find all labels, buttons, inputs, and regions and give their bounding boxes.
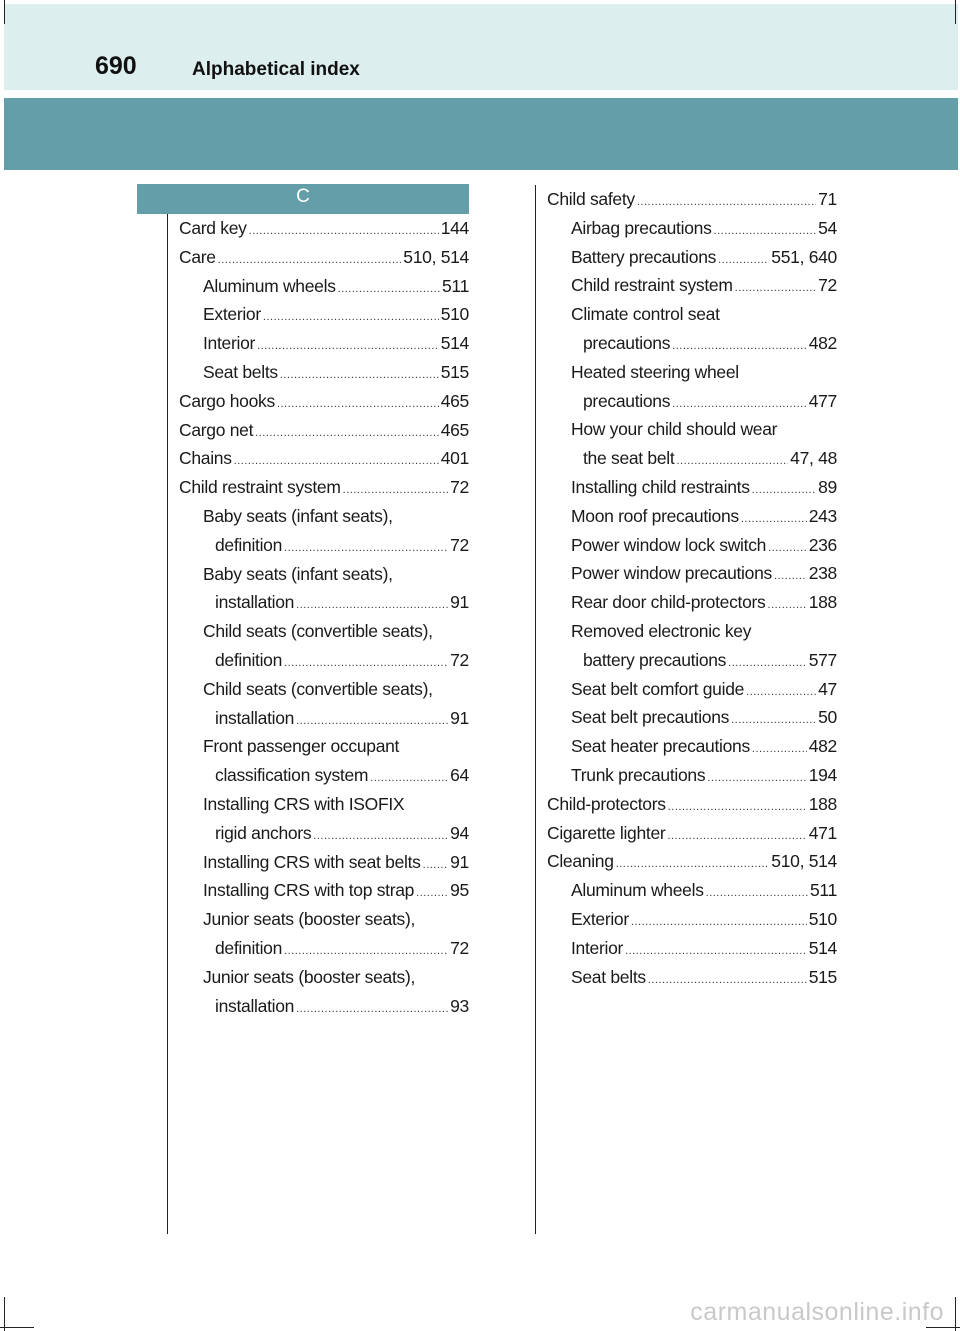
index-entry (547, 963, 837, 992)
index-entry-label: Removed electronic key (571, 620, 752, 641)
index-entry-page: 510, 514 (771, 851, 837, 872)
index-entry-label: Power window precautions (571, 563, 772, 584)
leader-dots (280, 361, 439, 390)
index-entry-page: 91 (450, 851, 469, 872)
index-entry-page: 465 (440, 419, 469, 440)
leader-dots (625, 937, 807, 966)
index-entry-page: 243 (808, 505, 837, 526)
crop-mark (0, 1327, 34, 1328)
leader-dots (746, 678, 816, 707)
index-entry-label: Interior (203, 333, 256, 354)
index-entry-label: definition (215, 534, 283, 555)
index-entry-page: 91 (450, 592, 469, 613)
index-entry (547, 646, 837, 675)
leader-dots (249, 217, 439, 246)
index-entry-label: Exterior (571, 908, 629, 929)
index-entry (179, 963, 469, 992)
leader-dots (637, 188, 816, 217)
index-entry-label: How your child should wear (571, 419, 778, 440)
leader-dots (423, 851, 448, 880)
leader-dots (218, 246, 402, 275)
index-entry (547, 473, 837, 502)
page-title: Alphabetical index (192, 59, 360, 80)
index-entry-label: Care (179, 246, 216, 267)
left-column-rule (167, 214, 168, 1234)
leader-dots (263, 303, 439, 332)
index-entry-label: Baby seats (infant seats), (203, 505, 393, 526)
leader-dots (338, 275, 440, 304)
index-entry (179, 761, 469, 790)
index-entry (547, 329, 837, 358)
index-entry (179, 905, 469, 934)
index-entry-label: Junior seats (booster seats), (203, 909, 416, 930)
index-entry-label: definition (215, 649, 283, 670)
leader-dots (284, 649, 448, 678)
index-entry-page: 188 (808, 592, 837, 613)
index-entry (547, 502, 837, 531)
index-column-right (547, 185, 837, 991)
index-entry (179, 416, 469, 445)
index-entry (179, 790, 469, 819)
index-entry-page: 477 (808, 390, 837, 411)
index-entry-label: installation (215, 592, 295, 613)
index-entry-page: 93 (450, 995, 469, 1016)
index-entry (547, 675, 837, 704)
index-entry-label: installation (215, 995, 295, 1016)
index-entry-label: Cigarette lighter (547, 822, 666, 843)
index-entry (179, 992, 469, 1021)
index-entry-page: 471 (808, 822, 837, 843)
index-entry (547, 905, 837, 934)
index-entry-label: Moon roof precautions (571, 505, 739, 526)
index-entry (179, 704, 469, 733)
right-column-rule (535, 185, 536, 1234)
index-entry-label: Climate control seat (571, 304, 720, 325)
index-entry-label: precautions (583, 390, 671, 411)
index-entry (179, 502, 469, 531)
leader-dots (616, 850, 770, 879)
index-entry-label: Interior (571, 937, 624, 958)
index-entry-page: 64 (450, 765, 469, 786)
leader-dots (728, 649, 807, 678)
page-number: 690 (95, 52, 137, 80)
index-entry (547, 300, 837, 329)
index-entry-label: Seat belt precautions (571, 707, 730, 728)
index-entry-label: Installing CRS with top strap (203, 880, 415, 901)
leader-dots (313, 822, 448, 851)
index-entry-label: Airbag precautions (571, 217, 712, 238)
leader-dots (707, 764, 806, 793)
leader-dots (416, 879, 448, 908)
index-entry-label: classification system (215, 765, 369, 786)
index-entry-page: 144 (440, 218, 469, 238)
index-entry (179, 387, 469, 416)
index-entry (547, 415, 837, 444)
index-entry-label: battery precautions (583, 649, 727, 670)
index-entry (547, 617, 837, 646)
index-entry-page: 482 (808, 332, 837, 353)
index-entry (547, 703, 837, 732)
index-entry-label: Child restraint system (179, 477, 341, 498)
index-entry (179, 214, 469, 243)
index-entry-page: 515 (808, 966, 837, 987)
index-entry (547, 387, 837, 416)
index-entry-label: Seat belts (571, 966, 646, 987)
leader-dots (234, 447, 439, 476)
index-entry-page: 511 (810, 880, 837, 901)
index-entry (547, 934, 837, 963)
index-entry (179, 272, 469, 301)
index-entry (179, 819, 469, 848)
index-entry (179, 531, 469, 560)
index-entry-label: Baby seats (infant seats), (203, 563, 393, 584)
leader-dots (284, 937, 448, 966)
index-entry-label: Installing child restraints (571, 476, 750, 497)
index-entry-page: 482 (808, 736, 837, 757)
index-entry-page: 465 (440, 390, 469, 411)
index-entry-label: Cargo net (179, 419, 254, 440)
index-entry-label: Junior seats (booster seats), (203, 966, 416, 987)
leader-dots (667, 822, 806, 851)
index-entry-label: Seat belts (203, 361, 278, 382)
leader-dots (735, 274, 816, 303)
index-entry (547, 271, 837, 300)
crop-mark (955, 1297, 956, 1331)
index-entry-label: Power window lock switch (571, 534, 767, 555)
leader-dots (714, 217, 817, 246)
index-entry (179, 329, 469, 358)
index-entry-label: Child seats (convertible seats), (203, 621, 433, 642)
index-entry (547, 847, 837, 876)
index-entry (179, 732, 469, 761)
index-entry (179, 646, 469, 675)
leader-dots (718, 246, 769, 275)
leader-dots (257, 332, 439, 361)
index-entry-label: rigid anchors (215, 822, 312, 843)
index-entry-page: 91 (450, 707, 469, 728)
leader-dots (370, 764, 448, 793)
index-entry (179, 675, 469, 704)
index-entry (547, 444, 837, 473)
index-entry-page: 510 (808, 908, 837, 929)
index-entry (179, 444, 469, 473)
index-entry-label: Battery precautions (571, 246, 717, 267)
index-entry-label: Seat belt comfort guide (571, 678, 745, 699)
index-entry (179, 358, 469, 387)
index-entry-label: definition (215, 937, 283, 958)
index-entry-page: 510, 514 (403, 246, 469, 267)
index-entry-page: 72 (818, 275, 837, 296)
leader-dots (731, 706, 816, 735)
index-entry-label: installation (215, 707, 295, 728)
section-letter-header: C (137, 184, 469, 214)
index-entry-page: 50 (818, 707, 837, 728)
index-entry-label: Heated steering wheel (571, 361, 739, 382)
index-entry-label: Front passenger occupant (203, 736, 400, 757)
index-column-left (179, 214, 469, 1020)
leader-dots (741, 505, 807, 534)
index-entry (547, 531, 837, 560)
index-entry (179, 617, 469, 646)
index-entry-page: 511 (442, 275, 469, 296)
index-entry-label: Chains (179, 448, 232, 469)
index-entry-label: Card key (179, 218, 247, 238)
index-entry-label: Installing CRS with seat belts (203, 851, 421, 872)
index-entry-page: 551, 640 (771, 246, 837, 267)
footer-watermark: carmanualsonline.info (690, 1298, 944, 1326)
index-entry-label: Child restraint system (571, 275, 733, 296)
leader-dots (255, 419, 439, 448)
index-entry-label: Rear door child-protectors (571, 592, 766, 613)
index-entry (179, 848, 469, 877)
index-entry (179, 934, 469, 963)
leader-dots (752, 735, 807, 764)
index-entry (547, 819, 837, 848)
index-entry-page: 47, 48 (790, 448, 837, 469)
leader-dots (774, 562, 807, 591)
leader-dots (296, 591, 448, 620)
index-entry-page: 577 (808, 649, 837, 670)
index-entry-page: 510 (440, 304, 469, 325)
index-entry-label: precautions (583, 332, 671, 353)
index-entry-label: Cargo hooks (179, 390, 275, 411)
index-entry-label: Seat heater precautions (571, 736, 750, 757)
index-entry (179, 560, 469, 589)
index-entry (179, 473, 469, 502)
leader-dots (752, 476, 816, 505)
crop-mark (955, 0, 956, 24)
section-band (4, 98, 958, 170)
leader-dots (672, 390, 807, 419)
index-entry-label: Cleaning (547, 851, 614, 872)
index-entry-page: 515 (440, 361, 469, 382)
index-entry-label: Installing CRS with ISOFIX (203, 793, 405, 814)
leader-dots (672, 332, 807, 361)
index-entry-page: 514 (808, 937, 837, 958)
leader-dots (706, 879, 808, 908)
index-entry (547, 876, 837, 905)
leader-dots (277, 390, 439, 419)
leader-dots (631, 908, 807, 937)
leader-dots (296, 707, 448, 736)
index-entry (547, 243, 837, 272)
index-entry (547, 358, 837, 387)
index-entry-page: 47 (818, 678, 837, 699)
index-entry (547, 185, 837, 214)
index-entry-label: Aluminum wheels (203, 275, 336, 296)
index-entry (547, 761, 837, 790)
crop-mark (4, 0, 5, 24)
leader-dots (768, 534, 807, 563)
index-entry-label: Aluminum wheels (571, 880, 704, 901)
index-entry-label: Child-protectors (547, 793, 666, 814)
index-entry (179, 588, 469, 617)
index-entry (179, 243, 469, 272)
index-entry-page: 238 (808, 563, 837, 584)
index-entry-page: 188 (808, 793, 837, 814)
index-entry (179, 876, 469, 905)
leader-dots (284, 534, 448, 563)
index-entry-page: 514 (440, 333, 469, 354)
crop-mark (926, 1327, 960, 1328)
index-entry-page: 95 (450, 880, 469, 901)
index-entry (547, 732, 837, 761)
index-entry (547, 588, 837, 617)
index-entry-label: the seat belt (583, 448, 675, 469)
index-entry-page: 236 (808, 534, 837, 555)
header-band (4, 4, 958, 90)
index-entry-label: Trunk precautions (571, 764, 706, 785)
index-entry-page: 89 (818, 476, 837, 497)
index-entry (179, 300, 469, 329)
index-entry (547, 559, 837, 588)
index-entry-page: 72 (450, 937, 469, 958)
index-entry-page: 72 (450, 649, 469, 670)
leader-dots (648, 966, 807, 995)
leader-dots (343, 476, 448, 505)
index-entry-label: Exterior (203, 304, 261, 325)
index-entry-page: 401 (440, 448, 469, 469)
index-entry-label: Child seats (convertible seats), (203, 678, 433, 699)
crop-mark (4, 1297, 5, 1331)
index-entry-label: Child safety (547, 189, 635, 209)
leader-dots (768, 591, 807, 620)
index-entry-page: 94 (450, 822, 469, 843)
index-entry (547, 790, 837, 819)
leader-dots (668, 793, 807, 822)
index-entry-page: 71 (818, 189, 837, 209)
leader-dots (676, 447, 788, 476)
index-entry-page: 72 (450, 477, 469, 498)
index-entry (547, 214, 837, 243)
leader-dots (296, 995, 448, 1024)
index-entry-page: 72 (450, 534, 469, 555)
index-entry-page: 54 (818, 217, 837, 238)
index-entry-page: 194 (808, 764, 837, 785)
